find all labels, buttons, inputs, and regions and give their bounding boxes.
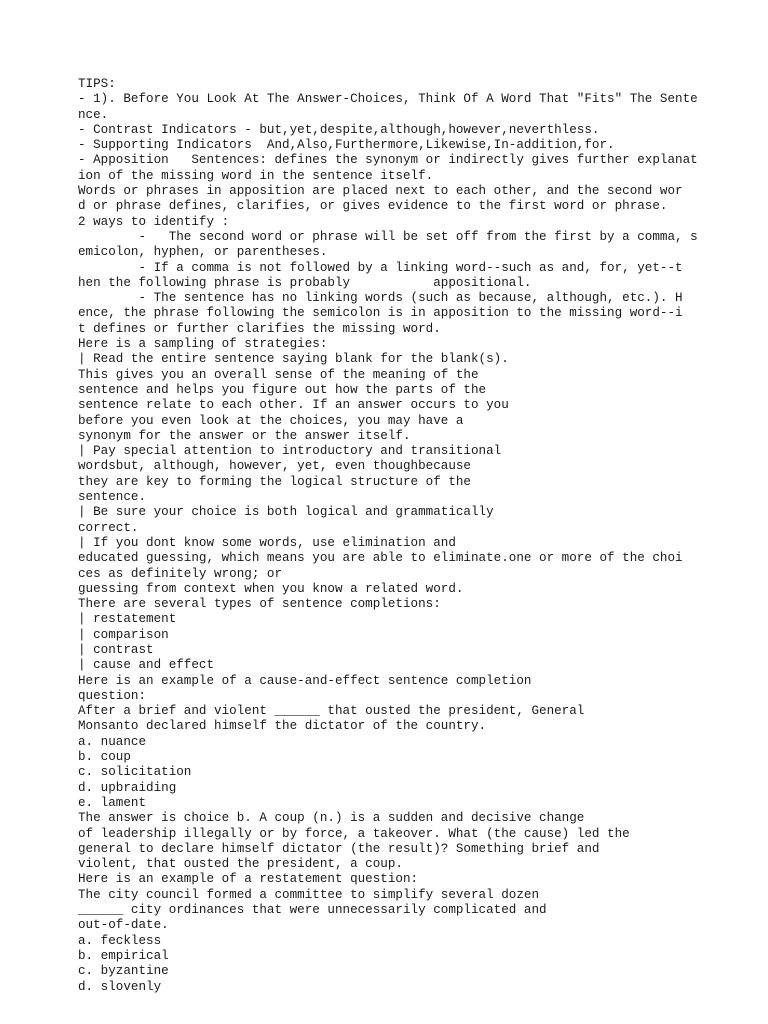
text-line: d. slovenly <box>78 979 162 994</box>
text-line: a. nuance <box>78 734 147 749</box>
text-line: sentence. <box>78 490 147 505</box>
text-line: 2 ways to identify : <box>78 214 230 229</box>
text-line: - Apposition Sentences: defines the synonym or indirectly gives further explanat <box>78 153 698 168</box>
text-line: After a brief and violent ______ that ousted the president, General <box>78 704 585 719</box>
text-line: emicolon, hyphen, or parentheses. <box>78 245 328 260</box>
text-line: c. solicitation <box>78 765 192 780</box>
text-line: - Supporting Indicators And,Also,Furthermore,Likewise,In-addition,for. <box>78 138 615 153</box>
text-line: e. lament <box>78 795 147 810</box>
text-line: Here is an example of a restatement question: <box>78 872 419 887</box>
text-line: before you even look at the choices, you may have a <box>78 413 464 428</box>
text-line: b. coup <box>78 750 131 765</box>
text-line: hen the following phrase is probably appositional. <box>78 275 532 290</box>
text-line: educated guessing, which means you are able to eliminate.one or more of the choi <box>78 551 683 566</box>
text-line: out-of-date. <box>78 918 169 933</box>
text-line: Here is a sampling of strategies: <box>78 337 328 352</box>
text-line: | Pay special attention to introductory and transitional <box>78 444 502 459</box>
text-line: | contrast <box>78 642 154 657</box>
text-line: - If a comma is not followed by a linking word--such as and, for, yet--t <box>78 260 683 275</box>
text-line: ces as definitely wrong; or <box>78 566 283 581</box>
text-line: sentence relate to each other. If an answer occurs to you <box>78 398 509 413</box>
text-line: | Read the entire sentence saying blank for the blank(s). <box>78 352 509 367</box>
text-line: The city council formed a committee to simplify several dozen <box>78 887 540 902</box>
text-line: - Contrast Indicators - but,yet,despite,although,however,neverthless. <box>78 122 600 137</box>
text-line: There are several types of sentence completions: <box>78 597 441 612</box>
text-line: This gives you an overall sense of the meaning of the <box>78 367 479 382</box>
text-line: correct. <box>78 520 139 535</box>
text-line: violent, that ousted the president, a coup. <box>78 857 403 872</box>
text-line: - The sentence has no linking words (such as because, although, etc.). H <box>78 291 683 306</box>
text-line: | comparison <box>78 627 169 642</box>
text-line: d. upbraiding <box>78 780 177 795</box>
text-line: | Be sure your choice is both logical and grammatically <box>78 505 494 520</box>
text-line: question: <box>78 688 147 703</box>
text-line: they are key to forming the logical structure of the <box>78 474 471 489</box>
document-page <box>78 77 768 995</box>
text-line: ence, the phrase following the semicolon is in apposition to the missing word--i <box>78 306 683 321</box>
text-line: guessing from context when you know a related word. <box>78 581 464 596</box>
text-line: - The second word or phrase will be set off from the first by a comma, s <box>78 229 698 244</box>
text-line: b. empirical <box>78 948 169 963</box>
text-line: t defines or further clarifies the missing word. <box>78 321 441 336</box>
text-line: | If you dont know some words, use elimination and <box>78 535 456 550</box>
text-line: synonym for the answer or the answer itself. <box>78 428 411 443</box>
text-line: sentence and helps you figure out how the parts of the <box>78 382 487 397</box>
text-line: Words or phrases in apposition are placed next to each other, and the second wor <box>78 184 683 199</box>
text-line: The answer is choice b. A coup (n.) is a sudden and decisive change <box>78 811 585 826</box>
text-line: wordsbut, although, however, yet, even thoughbecause <box>78 459 471 474</box>
text-line: of leadership illegally or by force, a takeover. What (the cause) led the <box>78 826 630 841</box>
text-line: ion of the missing word in the sentence itself. <box>78 168 434 183</box>
text-line: TIPS: <box>78 77 116 91</box>
text-line: nce. <box>78 107 109 122</box>
text-line: c. byzantine <box>78 964 169 979</box>
text-line: - 1). Before You Look At The Answer-Choices, Think Of A Word That "Fits" The Sente <box>78 92 698 107</box>
text-line: general to declare himself dictator (the result)? Something brief and <box>78 841 600 856</box>
text-line: Here is an example of a cause-and-effect sentence completion <box>78 673 532 688</box>
text-line: | cause and effect <box>78 658 215 673</box>
text-line: a. feckless <box>78 933 162 948</box>
text-line: ______ city ordinances that were unnecessarily complicated and <box>78 903 547 918</box>
text-line: d or phrase defines, clarifies, or gives evidence to the first word or phrase. <box>78 199 668 214</box>
text-line: | restatement <box>78 612 177 627</box>
text-line: Monsanto declared himself the dictator of the country. <box>78 719 487 734</box>
